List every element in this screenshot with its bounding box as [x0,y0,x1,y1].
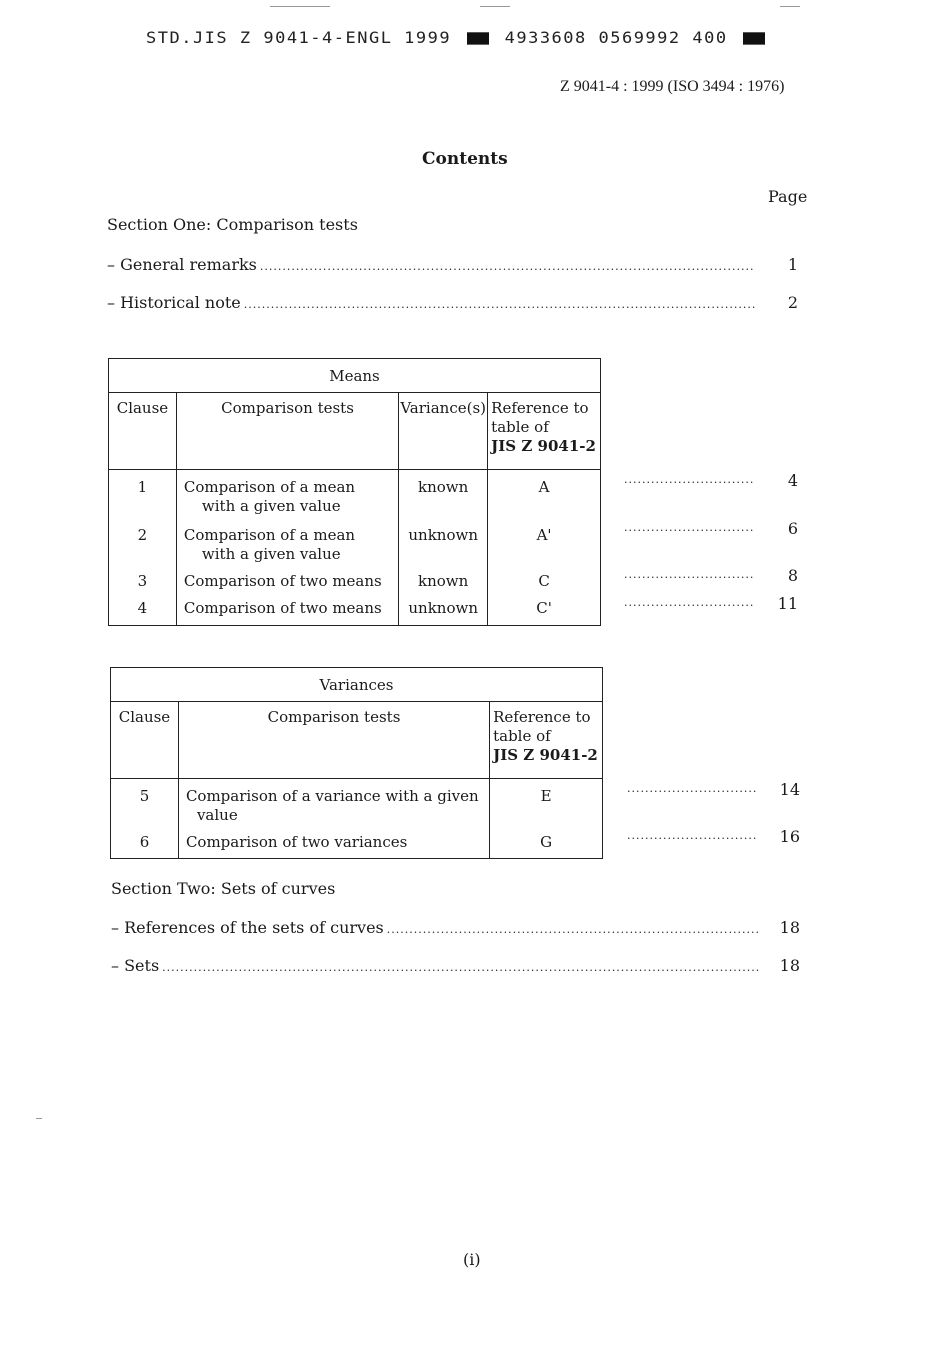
leader-dots [260,260,755,273]
document-stamp [146,29,769,48]
toc-page-number: 1 [787,255,798,274]
table-reference: A' [488,518,601,566]
reference-header-line: table of [491,418,549,436]
column-header-reference [490,702,603,779]
table-reference: C [488,566,601,594]
reference-header-line: Reference to [493,708,591,726]
comparison-test [178,779,489,827]
leader-dots [387,923,759,936]
column-header-clause: Clause [111,702,179,779]
standard-reference: Z 9041-4 : 1999 (ISO 3494 : 1976) [560,78,785,95]
stamp-block-mark [467,32,489,44]
table-row [111,827,603,859]
column-header-variance: Variance(s) [399,393,488,470]
leader-dots [624,473,754,486]
test-line: Comparison of a mean [183,525,356,544]
toc-page-number: 4 [787,471,798,490]
means-table-title: Means [109,359,601,393]
leader-dots [624,568,754,581]
variance-status: unknown [399,594,488,626]
clause-number: 6 [111,827,179,859]
toc-entry-general-remarks[interactable] [107,255,755,274]
clause-number: 2 [109,518,177,566]
clause-number: 1 [109,470,177,518]
toc-entry-sets[interactable] [111,956,759,975]
variance-status: known [399,566,488,594]
column-header-reference [488,393,601,470]
table-row [111,779,603,827]
column-header-comparison-tests: Comparison tests [178,702,489,779]
scan-artifact [270,6,330,7]
comparison-test [176,470,398,518]
toc-page-number: 18 [779,918,800,937]
toc-entry-references-of-sets[interactable] [111,918,759,937]
page-column-label: Page [768,187,808,206]
table-reference: G [490,827,603,859]
test-line: Comparison of a mean [183,478,356,496]
reference-header-standard: JIS Z 9041-2 [493,746,598,764]
table-reference: E [490,779,603,827]
comparison-test: Comparison of two means [176,566,398,594]
column-header-clause: Clause [109,393,177,470]
clause-number: 3 [109,566,177,594]
stamp-code: 4933608 0569992 400 [504,28,728,48]
test-line: with a given value [201,497,341,515]
comparison-test: Comparison of two means [176,594,398,626]
toc-page-number: 11 [777,594,798,613]
toc-entry-historical-note[interactable] [107,293,755,312]
table-row [109,470,601,518]
variances-table [110,667,603,859]
section-one-title: Section One: Comparison tests [107,215,358,234]
leader-dots [244,298,755,311]
scan-artifact [480,6,510,7]
clause-number: 4 [109,594,177,626]
reference-header-line: table of [493,727,551,745]
toc-page-number: 16 [779,827,800,846]
table-row [109,518,601,566]
leader-dots [624,596,754,609]
page-number: (i) [463,1250,481,1269]
toc-entry-label: – General remarks [107,255,257,274]
stamp-block-mark [743,32,765,44]
variances-table-title: Variances [111,668,603,702]
leader-dots [627,829,757,842]
test-line: with a given value [201,544,341,563]
toc-entry-label: – Sets [111,956,160,975]
table-row [109,566,601,594]
toc-page-number: 6 [787,519,798,538]
comparison-test: Comparison of two variances [178,827,489,859]
toc-page-number: 14 [779,780,800,799]
test-line: Comparison of a variance with a given [185,787,479,805]
section-two-title: Section Two: Sets of curves [111,879,336,898]
reference-header-standard: JIS Z 9041-2 [491,437,596,455]
comparison-test [176,518,398,566]
variance-status: known [399,470,488,518]
means-table [108,358,601,626]
column-header-comparison-tests: Comparison tests [176,393,398,470]
toc-entry-label: – Historical note [107,293,241,312]
clause-number: 5 [111,779,179,827]
leader-dots [627,782,757,795]
scan-artifact [780,6,800,7]
table-row [109,594,601,626]
table-reference: A [488,470,601,518]
reference-header-line: Reference to [491,399,589,417]
toc-page-number: 2 [787,293,798,312]
contents-title: Contents [422,149,508,169]
test-line: value [196,806,238,824]
table-reference: C' [488,594,601,626]
toc-page-number: 8 [787,566,798,585]
stamp-id: STD.JIS Z 9041-4-ENGL 1999 [146,28,452,48]
leader-dots [162,961,759,974]
variance-status: unknown [399,518,488,566]
scan-artifact [36,1118,42,1119]
leader-dots [624,521,754,534]
toc-page-number: 18 [779,956,800,975]
toc-entry-label: – References of the sets of curves [111,918,384,937]
